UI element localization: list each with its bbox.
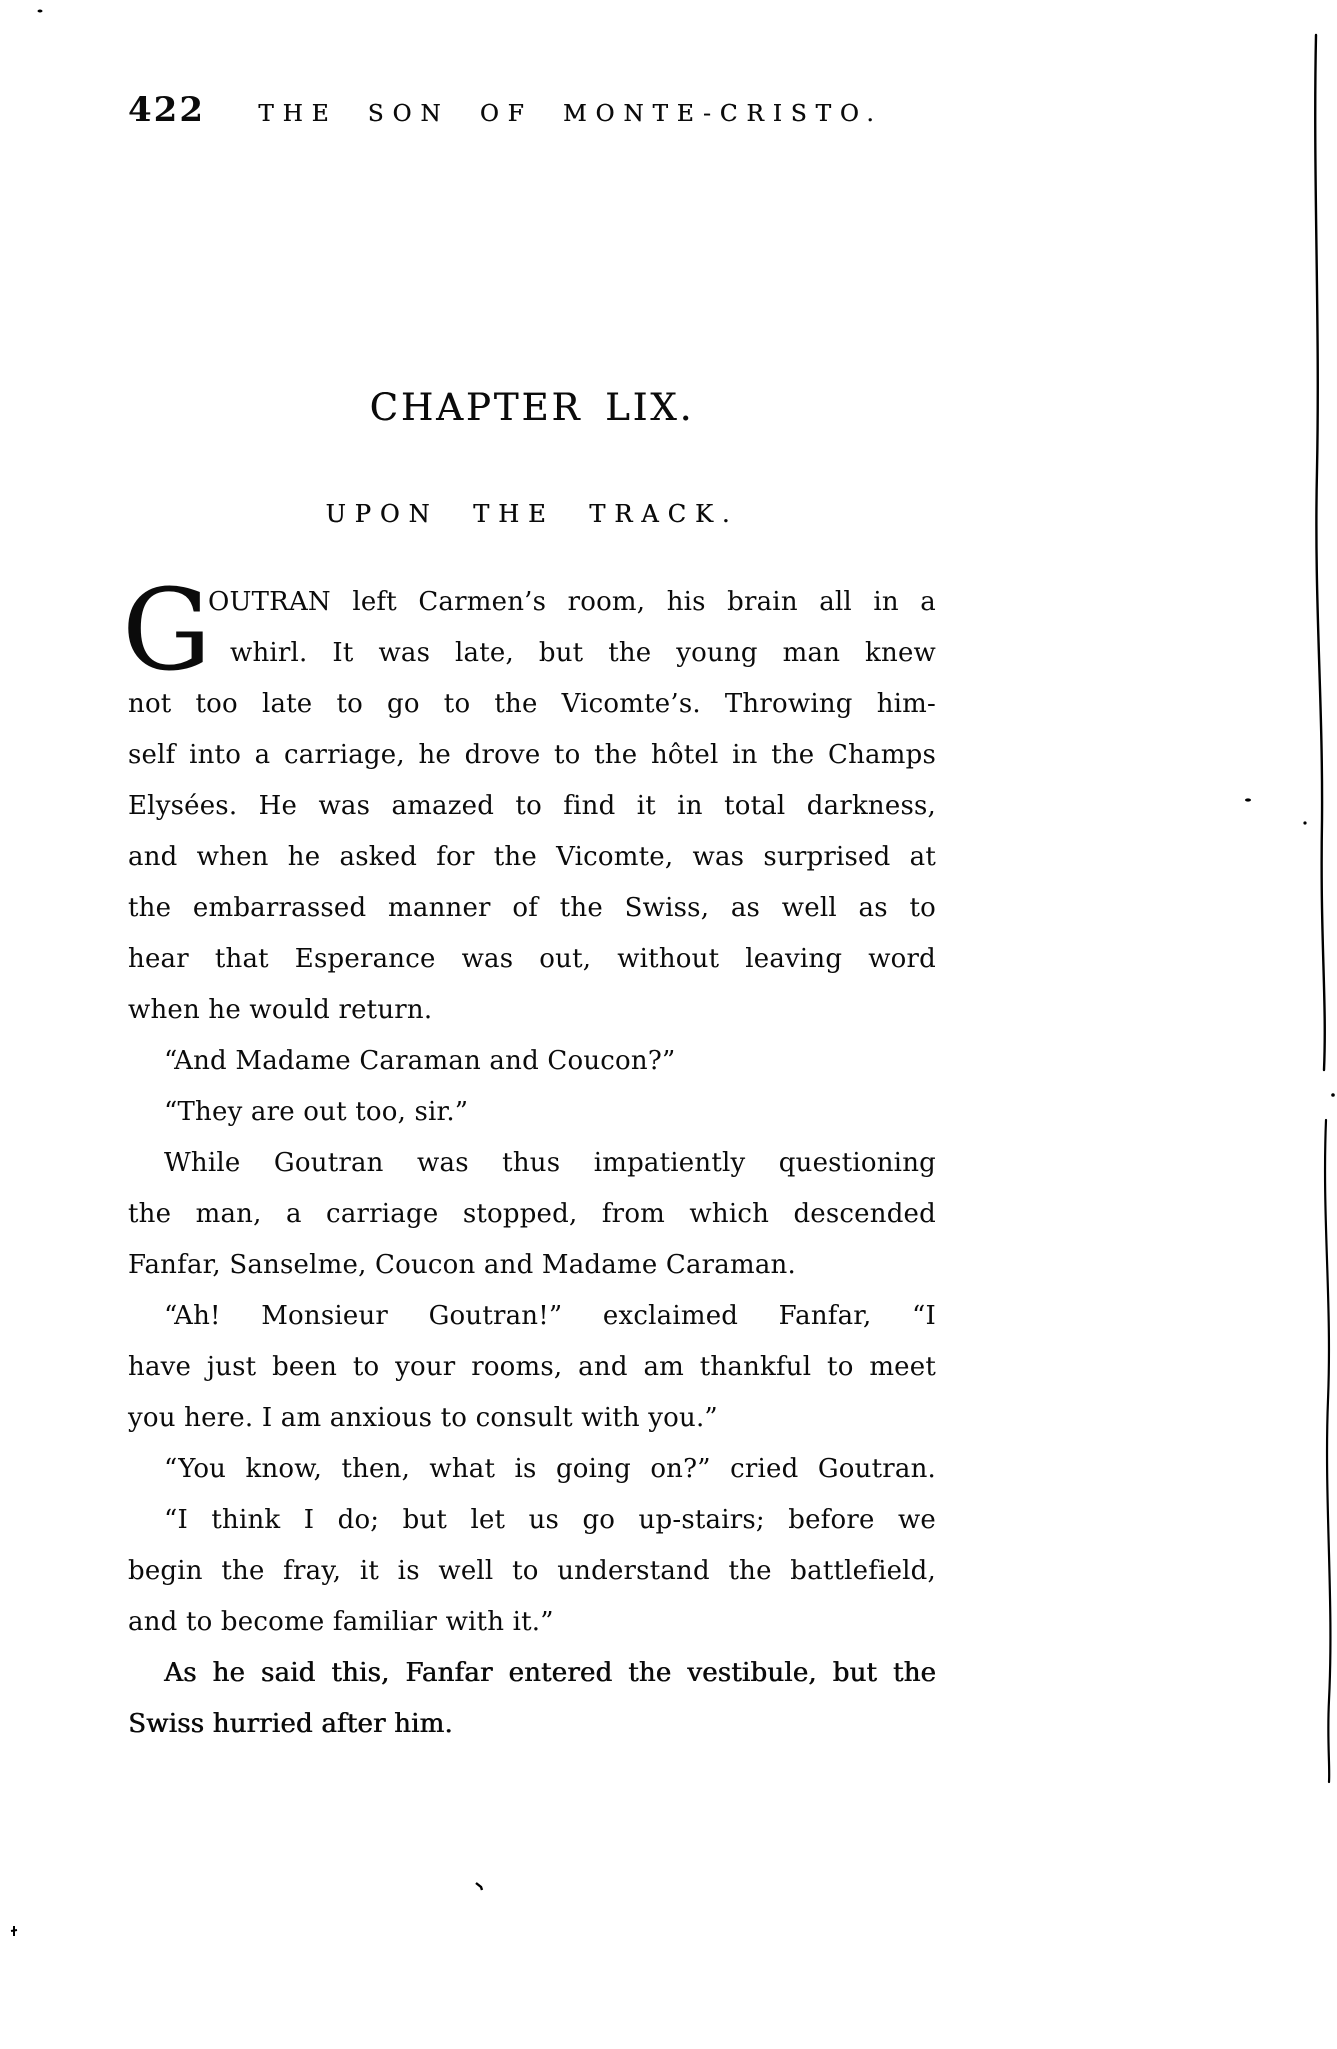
page-crease-artifact [1315, 35, 1325, 1070]
page-body [122, 566, 936, 1750]
text-line: and when he asked for the Vicomte, was surprised at [128, 842, 936, 872]
text-line: hear that Esperance was out, without leaving word [128, 944, 936, 974]
text-line: not too late to go to the Vicomte’s. Throwing him- [128, 689, 936, 719]
ink-speck [11, 1926, 17, 1936]
text-line: whirl. It was late, but the young man knew [230, 638, 936, 668]
ink-speck [1303, 821, 1306, 824]
ink-speck [1331, 1093, 1335, 1097]
ink-speck [38, 10, 43, 13]
text-line: and to become familiar with it.” [128, 1607, 554, 1637]
text-line: Swiss hurried after him. [128, 1709, 453, 1739]
text-line: Elysées. He was amazed to find it in total darkness, [128, 791, 936, 821]
text-line: when he would return. [128, 995, 433, 1025]
chapter-heading: CHAPTER LIX. [369, 386, 695, 429]
paragraph [128, 1087, 936, 1138]
running-header [128, 90, 936, 130]
text-line: you here. I am anxious to consult with you.” [128, 1403, 718, 1433]
page-crease-artifact [1325, 1120, 1330, 1782]
ink-speck [476, 1883, 482, 1890]
paragraph [128, 1444, 936, 1495]
text-line: the man, a carriage stopped, from which descended [128, 1199, 936, 1229]
text-line: “And Madame Caraman and Coucon?” [164, 1046, 676, 1076]
text-line: “Ah! Monsieur Goutran!” exclaimed Fanfar, “I [164, 1301, 936, 1331]
text-line: “You know, then, what is going on?” cried Goutran. [164, 1454, 936, 1484]
paragraph [128, 1495, 936, 1648]
text-line: OUTRAN left Carmen’s room, his brain all in a [208, 587, 936, 617]
text-line: Fanfar, Sanselme, Coucon and Madame Caraman. [128, 1250, 796, 1280]
text-line: have just been to your rooms, and am thankful to meet [128, 1352, 936, 1382]
drop-cap: G [122, 566, 212, 696]
text-line: As he said this, Fanfar entered the vestibule, but the [164, 1658, 936, 1688]
text-line: the embarrassed manner of the Swiss, as well as to [128, 893, 936, 923]
text-line: “I think I do; but let us go up-stairs; before we [164, 1505, 936, 1535]
text-line: self into a carriage, he drove to the hôtel in the Champs [128, 740, 936, 770]
paragraph [128, 1138, 936, 1291]
paragraph [128, 1291, 936, 1444]
text-line: While Goutran was thus impatiently questioning [164, 1148, 936, 1178]
paragraph [122, 566, 936, 1036]
ink-speck [1245, 798, 1251, 801]
page-number: 422 [128, 90, 205, 130]
chapter-subtitle: UPON THE TRACK. [325, 500, 739, 528]
running-title: THE SON OF MONTE-CRISTO. [258, 101, 883, 127]
paragraph [128, 1036, 936, 1087]
text-line: “They are out too, sir.” [164, 1097, 469, 1127]
paragraph [128, 1648, 936, 1750]
text-line: begin the fray, it is well to understand the battlefield, [128, 1556, 936, 1586]
